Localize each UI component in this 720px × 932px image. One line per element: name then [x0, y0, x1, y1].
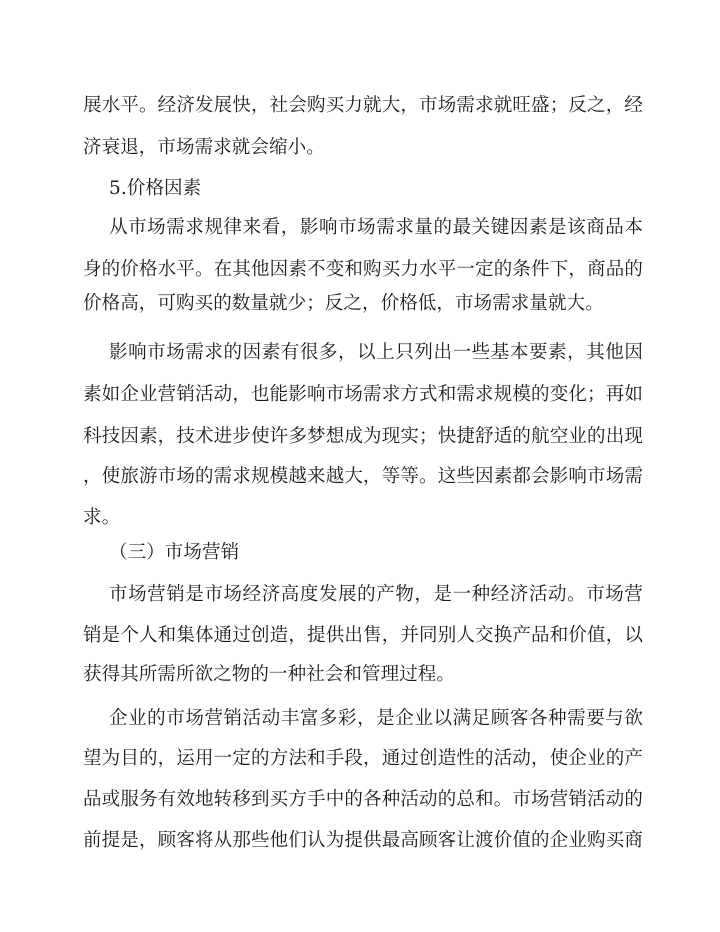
text-line: 科技因素，技术进步使许多梦想成为现实；快捷舒适的航空业的出现: [83, 426, 643, 447]
text-line: 身的价格水平。在其他因素不变和购买力水平一定的条件下，商品的: [83, 259, 643, 280]
text-line: 前提是，顾客将从那些他们认为提供最高顾客让渡价值的企业购买商: [83, 830, 643, 851]
text-line: 素如企业营销活动，也能影响市场需求方式和需求规模的变化；再如: [83, 384, 643, 405]
text-line: 望为目的，运用一定的方法和手段，通过创造性的活动，使企业的产: [83, 748, 643, 769]
text-line: 获得其所需所欲之物的一种社会和管理过程。: [83, 664, 456, 685]
section-heading: 5.价格因素: [109, 178, 202, 199]
text-line: 价格高，可购买的数量就少；反之，价格低，市场需求量就大。: [83, 293, 604, 314]
text-line: 企业的市场营销活动丰富多彩，是企业以满足顾客各种需要与欲: [109, 708, 643, 729]
text-line: 品或服务有效地转移到买方手中的各种活动的总和。市场营销活动的: [83, 789, 643, 810]
text-line: 销是个人和集体通过创造，提供出售，并同别人交换产品和价值，以: [83, 625, 643, 646]
text-line: 求。: [83, 507, 121, 528]
text-line: 市场营销是市场经济高度发展的产物，是一种经济活动。市场营: [109, 584, 643, 605]
text-line: ，使旅游市场的需求规模越来越大，等等。这些因素都会影响市场需: [83, 466, 643, 487]
text-line: 济衰退，市场需求就会缩小。: [83, 137, 325, 158]
text-line: 展水平。经济发展快，社会购买力就大，市场需求就旺盛；反之，经: [83, 95, 643, 116]
text-line: 影响市场需求的因素有很多，以上只列出一些基本要素，其他因: [109, 342, 643, 363]
section-heading: （三）市场营销: [109, 542, 240, 563]
text-line: 从市场需求规律来看，影响市场需求量的最关键因素是该商品本: [109, 217, 643, 238]
